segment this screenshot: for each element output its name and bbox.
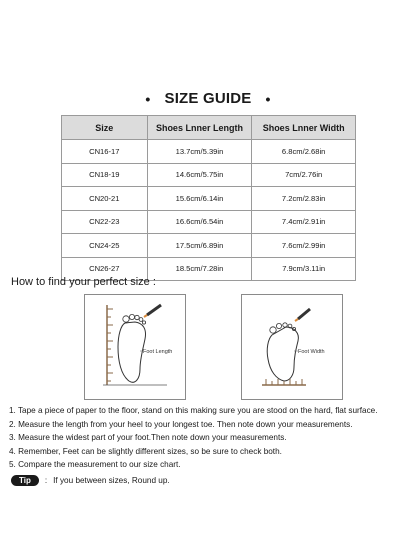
table-row (62, 210, 356, 234)
cell-length: 18.5cm/7.28in (147, 257, 252, 281)
cell-width: 7cm/2.76in (252, 163, 356, 187)
tip-badge: Tip (11, 475, 39, 486)
instruction-step: 2. Measure the length from your heel to your longest toe. Then note down your measurements. (9, 419, 353, 429)
cell-size: CN24-25 (62, 234, 148, 258)
howto-heading: How to find your perfect size : (11, 276, 156, 288)
cell-width: 7.2cm/2.83in (252, 187, 356, 211)
table-row (62, 140, 356, 164)
title-row (0, 90, 416, 107)
cell-size: CN20-21 (62, 187, 148, 211)
instruction-step: 1. Tape a piece of paper to the floor, stand on this making sure you are stood on the hard, flat surface. (9, 406, 378, 415)
pencil-icon (295, 309, 310, 321)
instruction-step: 4. Remember, Feet can be slightly different sizes, so be sure to check both. (9, 446, 282, 456)
foot-width-label: Foot Width (298, 349, 325, 355)
foot-length-diagram (84, 294, 186, 400)
instruction-list (9, 404, 413, 472)
foot-width-diagram (241, 294, 343, 400)
table-row (62, 187, 356, 211)
cell-width: 7.9cm/3.11in (252, 257, 356, 281)
size-table (61, 115, 356, 281)
page-title: SIZE GUIDE (164, 90, 252, 107)
cell-size: CN18-19 (62, 163, 148, 187)
tip-text: If you between sizes, Round up. (53, 476, 170, 485)
cell-width: 7.6cm/2.99in (252, 234, 356, 258)
table-row (62, 234, 356, 258)
cell-length: 13.7cm/5.39in (147, 140, 252, 164)
cell-length: 15.6cm/6.14in (147, 187, 252, 211)
table-header-row (62, 116, 356, 140)
column-header-length: Shoes Lnner Length (147, 116, 252, 140)
cell-size: CN26-27 (62, 257, 148, 281)
foot-outline (118, 322, 146, 382)
cell-length: 16.6cm/6.54in (147, 210, 252, 234)
cell-length: 14.6cm/5.75in (147, 163, 252, 187)
column-header-size: Size (62, 116, 148, 140)
bullet-dot-icon: • (265, 90, 271, 107)
foot-outline (267, 327, 298, 381)
foot-length-illustration (85, 295, 185, 399)
cell-width: 6.8cm/2.68in (252, 140, 356, 164)
cell-length: 17.5cm/6.89in (147, 234, 252, 258)
foot-length-label: Foot Length (143, 349, 173, 355)
instruction-step: 3. Measure the widest part of your foot.Then note down your measurements. (9, 433, 287, 442)
cell-size: CN16-17 (62, 140, 148, 164)
cell-width: 7.4cm/2.91in (252, 210, 356, 234)
table-row (62, 163, 356, 187)
foot-width-illustration (242, 295, 342, 399)
column-header-width: Shoes Lnner Width (252, 116, 356, 140)
instruction-step: 5. Compare the measurement to our size chart. (9, 460, 181, 469)
tip-row: Tip : If you between sizes, Round up. (11, 475, 170, 486)
pencil-icon (144, 305, 161, 317)
cell-size: CN22-23 (62, 210, 148, 234)
bullet-dot-icon: • (145, 90, 151, 107)
